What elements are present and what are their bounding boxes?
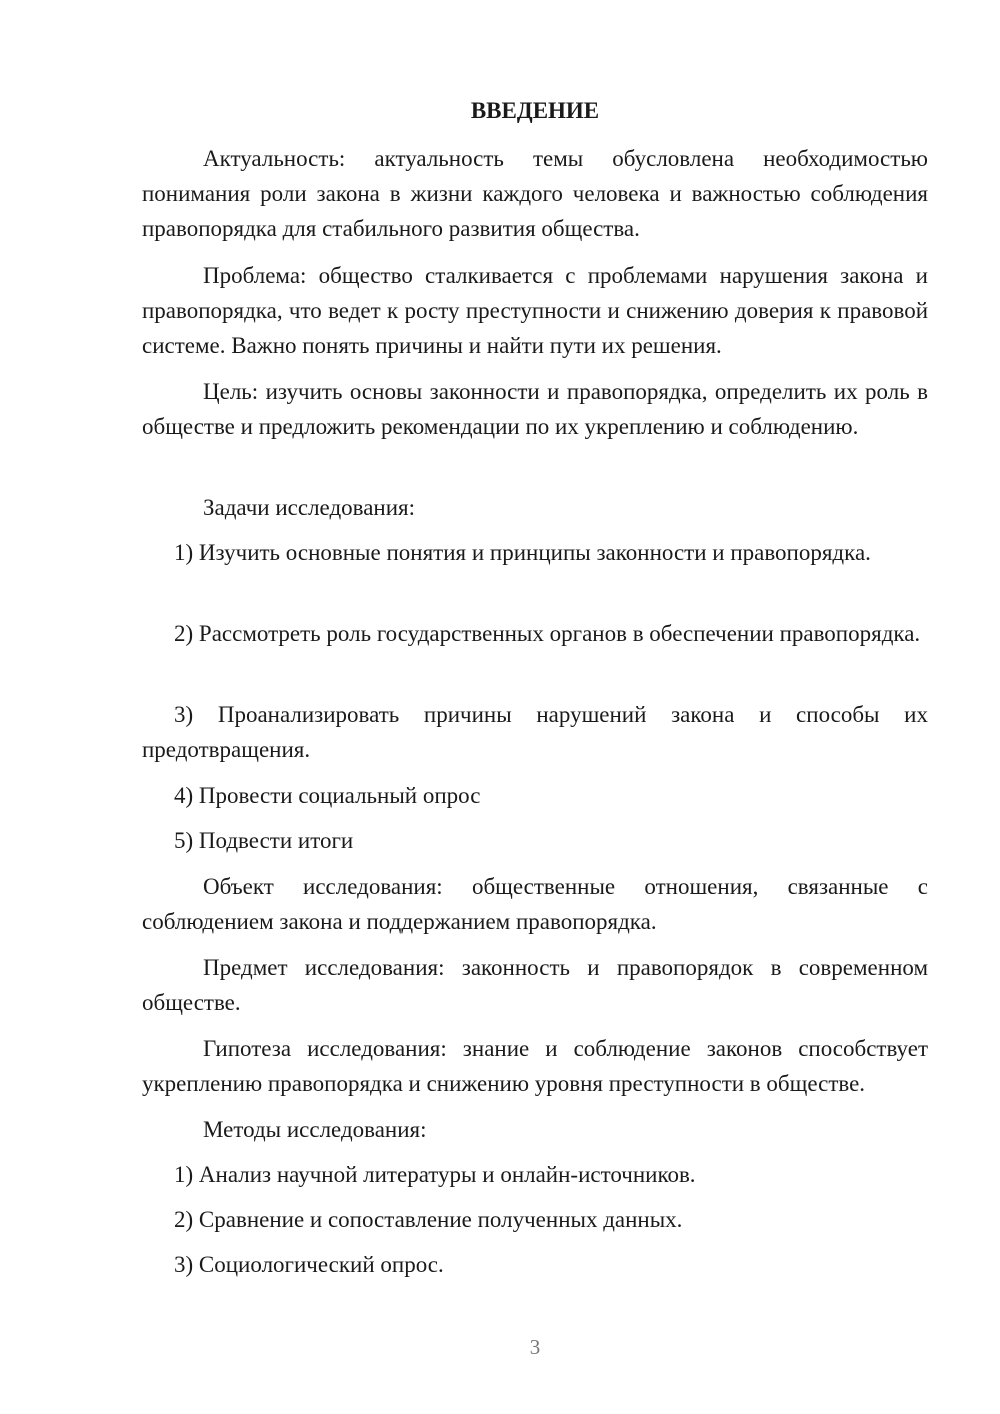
method-item-2: 2) Сравнение и сопоставление полученных данных. (174, 1207, 683, 1232)
goal-paragraph: Цель: изучить основы законности и правопорядка, определить их роль в обществе и предложить рекомендации по их укреплению и соблюдению. (142, 379, 928, 439)
relevance-paragraph: Актуальность: актуальность темы обусловлена необходимостью понимания роли закона в жизни каждого человека и важностью соблюдения правопорядка для стабильного развития общества. (142, 146, 928, 241)
subject-paragraph: Предмет исследования: законность и правопорядок в современном обществе. (142, 955, 928, 1015)
task-item-3: 3) Проанализировать причины нарушений закона и способы их предотвращения. (142, 702, 928, 762)
method-item-3: 3) Социологический опрос. (174, 1252, 444, 1277)
hypothesis-paragraph: Гипотеза исследования: знание и соблюдение законов способствует укреплению правопорядка и снижению уровня преступности в обществе. (142, 1036, 928, 1096)
section-heading: ВВЕДЕНИЕ (470, 98, 600, 123)
object-paragraph: Объект исследования: общественные отношения, связанные с соблюдением закона и поддержанием правопорядка. (142, 874, 928, 934)
page-number: 3 (529, 1335, 541, 1359)
task-item-1: 1) Изучить основные понятия и принципы законности и правопорядка. (174, 540, 871, 565)
task-item-2: 2) Рассмотреть роль государственных органов в обеспечении правопорядка. (174, 621, 921, 646)
problem-paragraph: Проблема: общество сталкивается с проблемами нарушения закона и правопорядка, что ведет к росту преступности и снижению доверия к правовой системе. Важно понять причины и найти пути их решения. (142, 263, 928, 358)
task-item-5: 5) Подвести итоги (174, 828, 354, 853)
methods-intro: Методы исследования: (203, 1117, 427, 1142)
task-item-4: 4) Провести социальный опрос (174, 783, 481, 808)
tasks-intro: Задачи исследования: (203, 495, 416, 520)
method-item-1: 1) Анализ научной литературы и онлайн-источников. (174, 1162, 696, 1187)
